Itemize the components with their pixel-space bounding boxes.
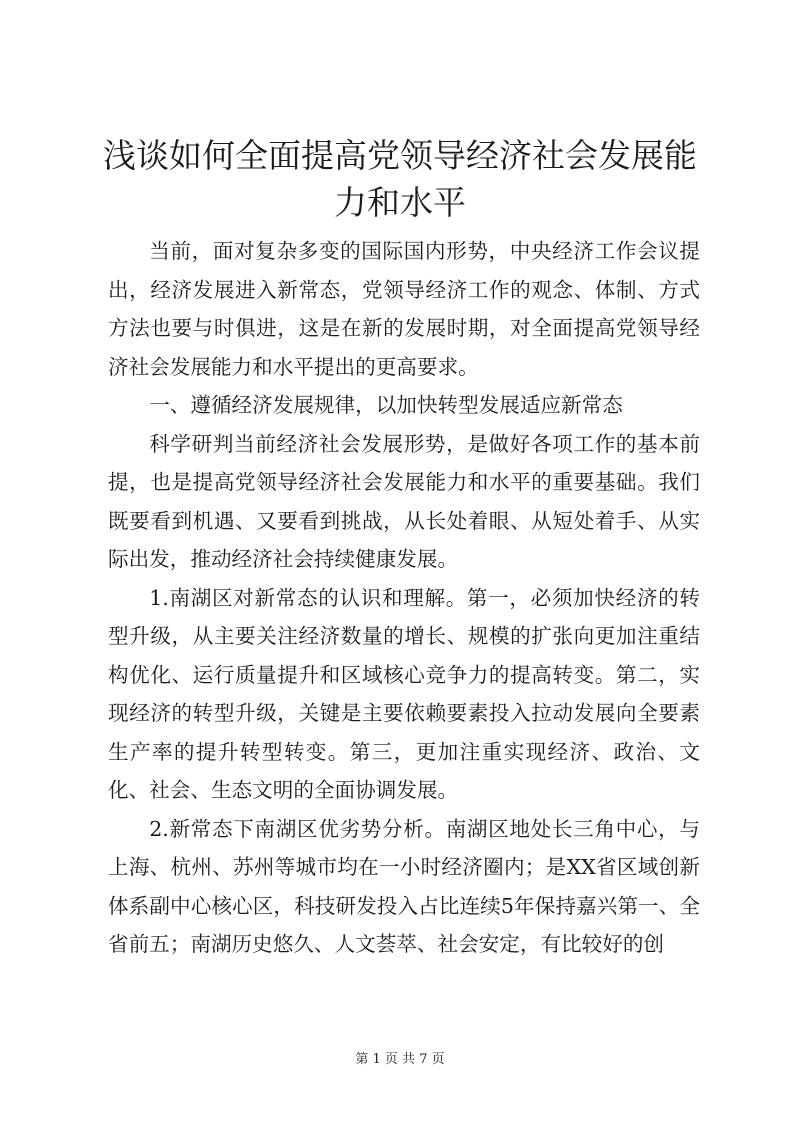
document-title: 浅谈如何全面提高党领导经济社会发展能力和水平 xyxy=(103,136,697,222)
paragraph-section-1: 科学研判当前经济社会发展形势，是做好各项工作的基本前提，也是提高党领导经济社会发展能力和水平的重要基础。我们既要看到机遇、又要看到挑战，从长处着眼、从短处着手、从实际出发，推动经济社会持续健康发展。 xyxy=(108,431,700,571)
document-body xyxy=(108,232,700,964)
paragraph-point-1: 1.南湖区对新常态的认识和理解。第一，必须加快经济的转型升级，从主要关注经济数量的增长、规模的扩张向更加注重结构优化、运行质量提升和区域核心竞争力的提高转变。第二，实现经济的转型升级，关键是主要依赖要素投入拉动发展向全要素生产率的提升转型转变。第三，更加注重实现经济、政治、文化、社会、生态文明的全面协调发展。 xyxy=(108,585,700,802)
section-heading-1: 一、遵循经济发展规律，以加快转型发展适应新常态 xyxy=(149,393,623,417)
paragraph-point-2: 2.新常态下南湖区优劣势分析。南湖区地处长三角中心，与上海、杭州、苏州等城市均在一小时经济圈内；是XX省区域创新体系副中心核心区，科技研发投入占比连续5年保持嘉兴第一、全省前五；南湖历史悠久、人文荟萃、社会安定，有比较好的创 xyxy=(108,816,700,956)
paragraph-intro: 当前，面对复杂多变的国际国内形势，中央经济工作会议提出，经济发展进入新常态，党领导经济工作的观念、体制、方式方法也要与时俱进，这是在新的发展时期，对全面提高党领导经济社会发展能力和水平提出的更高要求。 xyxy=(108,239,700,379)
page-number: 第 1 页 共 7 页 xyxy=(355,1052,445,1067)
